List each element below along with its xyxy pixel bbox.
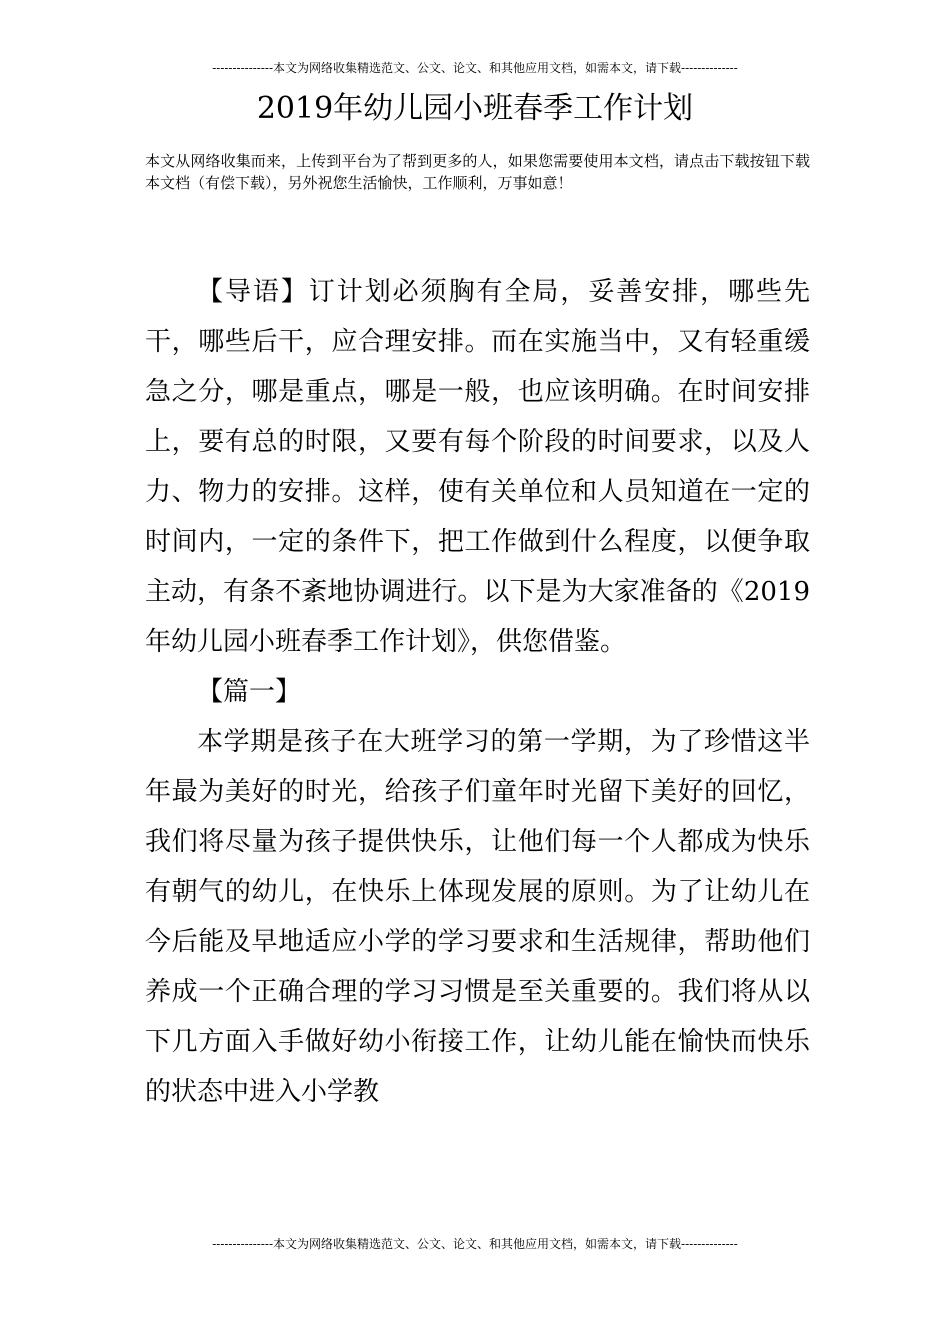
header-banner: ---------------本文为网络收集精选范文、公文、论文、和其他应用文档，如需本文，请下载-------------- — [212, 61, 738, 75]
document-title: 2019年幼儿园小班春季工作计划 — [256, 91, 694, 126]
intro-paragraph: 【导语】订计划必须胸有全局，妥善安排，哪些先干，哪些后干，应合理安排。而在实施当中，又有轻重缓急之分，哪是重点，哪是一般，也应该明确。在时间安排上，要有总的时限，又要有每个阶段的时间要求，以及人力、物力的安排。这样，使有关单位和人员知道在一定的时间内，一定的条件下，把工作做到什么程度，以便争取主动，有条不紊地协调进行。以下是为大家准备的《2019年幼儿园小班春季工作计划》，供您借鉴。 — [145, 277, 810, 657]
download-notice: 本文从网络收集而来，上传到平台为了帮到更多的人，如果您需要使用本文档，请点击下载按钮下载本文档（有偿下载），另外祝您生活愉快，工作顺利，万事如意！ — [145, 152, 810, 192]
footer-banner: ---------------本文为网络收集精选范文、公文、论文、和其他应用文档，如需本文，请下载-------------- — [212, 1237, 738, 1251]
body-paragraph: 本学期是孩子在大班学习的第一学期，为了珍惜这半年最为美好的时光，给孩子们童年时光留下美好的回忆，我们将尽量为孩子提供快乐，让他们每一个人都成为快乐有朝气的幼儿，在快乐上体现发展的原则。为了让幼儿在今后能及早地适应小学的学习要求和生活规律，帮助他们养成一个正确合理的学习习惯是至关重要的。我们将从以下几方面入手做好幼小衔接工作，让幼儿能在愉快而快乐的状态中进入小学教 — [145, 727, 810, 1107]
document-body — [145, 267, 810, 1117]
section-heading: 【篇一】 — [197, 677, 302, 707]
